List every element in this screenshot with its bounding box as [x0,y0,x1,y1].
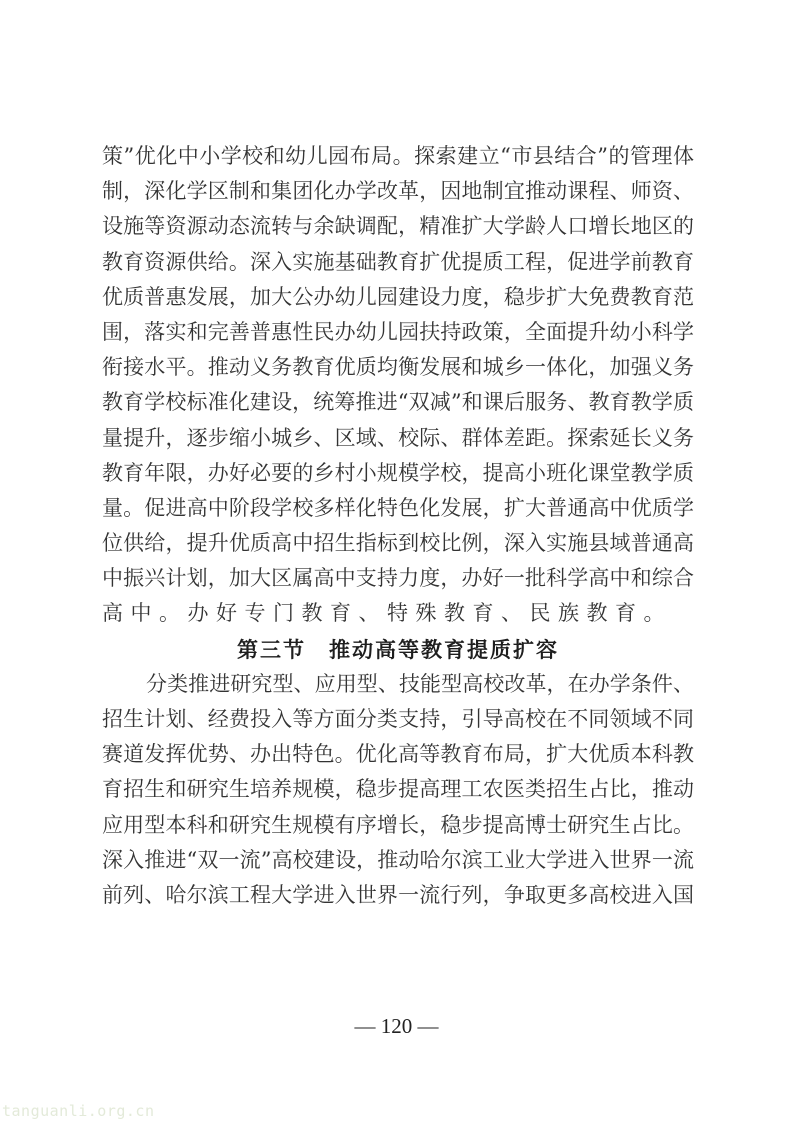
paragraph-higher-education [102,667,694,913]
text-line: 前列、哈尔滨工程大学进入世界一流行列，争取更多高校进入国 [102,882,694,907]
paragraph-basic-education [102,139,694,632]
text-line: 中振兴计划，加大区属高中支持力度，办好一批科学高中和综合 [102,566,694,591]
text-line: 教育资源供给。深入实施基础教育扩优提质工程，促进学前教育 [102,249,694,274]
text-line: 制，深化学区制和集团化办学改革，因地制宜推动课程、师资、 [102,179,694,204]
text-line: 育招生和研究生培养规模，稳步提高理工农医类招生占比，推动 [102,777,694,802]
text-line: 量提升，逐步缩小城乡、区域、校际、群体差距。探索延长义务 [102,425,694,450]
text-line: 分类推进研究型、应用型、技能型高校改革，在办学条件、 [146,671,694,696]
body-text [102,139,694,913]
text-line: 策”优化中小学校和幼儿园布局。探索建立“市县结合”的管理体 [102,144,694,168]
text-line: 高中。办好专门教育、特殊教育、民族教育。 [102,601,672,626]
text-line: 量。促进高中阶段学校多样化特色化发展，扩大普通高中优质学 [102,495,694,520]
text-line: 围，落实和完善普惠性民办幼儿园扶持政策，全面提升幼小科学 [102,319,694,344]
text-line: 深入推进“双一流”高校建设，推动哈尔滨工业大学进入世界一流 [102,847,694,872]
text-line: 应用型本科和研究生规模有序增长，稳步提高博士研究生占比。 [102,812,694,837]
text-line: 优质普惠发展，加大公办幼儿园建设力度，稳步扩大免费教育范 [102,284,694,309]
text-line: 教育学校标准化建设，统筹推进“双减”和课后服务、教育教学质 [102,390,694,415]
text-line: 位供给，提升优质高中招生指标到校比例，深入实施县域普通高 [102,531,694,556]
text-line: 赛道发挥优势、办出特色。优化高等教育布局，扩大优质本科教 [102,742,694,767]
page-number: — 120 — [354,1014,439,1038]
watermark: tanguanli.org.cn [2,1102,155,1120]
text-line: 招生计划、经费投入等方面分类支持，引导高校在不同领域不同 [102,707,694,731]
section-heading: 第三节 推动高等教育提质扩容 [237,636,559,662]
text-line: 教育年限，办好必要的乡村小规模学校，提高小班化课堂教学质 [102,460,694,485]
text-line: 衔接水平。推动义务教育优质均衡发展和城乡一体化，加强义务 [102,355,694,380]
text-line: 设施等资源动态流转与余缺调配，精准扩大学龄人口增长地区的 [102,214,694,239]
